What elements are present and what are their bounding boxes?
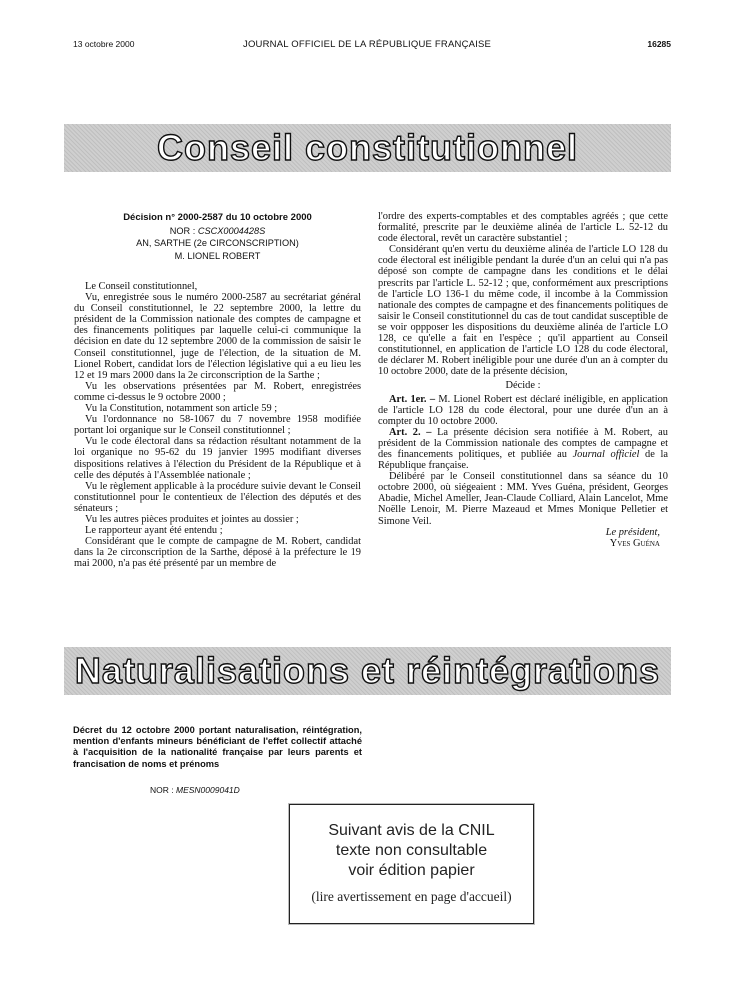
paragraph-delibere: Délibéré par le Conseil constitutionnel dans sa séance du 10 octobre 2000, où siégeaient : MM. Yves Guéna, président, Georges Abadie, Michel Ameller, Jean-Claude Colliard, Alain Lancelot, Mme Noëlle Lenoir, M. Pierre Mazeaud et Mmes Monique Pelletier et Simone Veil. [378,471,668,527]
signature-name: Yves Guéna [609,537,660,549]
page-number: 16285 [647,39,671,49]
paragraph: Vu le règlement applicable à la procédure suivie devant le Conseil constitutionnel pour le contentieux de l'élection des députés et des sénateurs ; [74,480,361,514]
decret-title: Décret du 12 octobre 2000 portant naturalisation, réintégration, mention d'enfants mineurs bénéficiant de l'effet collectif attaché à l'acquisition de la nationalité française par leurs parents et francisation de noms et prénoms [73,725,362,769]
paragraph: Le Conseil constitutionnel, [85,281,198,292]
cnil-line-4: (lire avertissement en page d'accueil) [311,889,512,904]
article-2-label: Art. 2. – [389,426,432,438]
paragraph: Vu, enregistrée sous le numéro 2000-2587 au secrétariat général du Conseil constitutionnel, le 22 septembre 2000, la lettre du président de la Commission nationale des comptes de campagne et des financements politiques par laquelle celui-ci communique la décision en date du 12 septembre 2000 de la commission de saisir le Conseil constitutionnel, juge de l'élection, de la situation de M. Lionel Robert, candidat lors de l'élection législative qui a eu lieu les 12 et 19 mars 2000 dans la 2e circonscription de la Sarthe ; [74,292,361,381]
article-1: Art. 1er. – M. Lionel Robert est déclaré inéligible, en application de l'article LO 128 du code électoral, pour une durée d'un an à compter du 10 octobre 2000. [378,393,668,427]
paragraph: Vu le code électoral dans sa rédaction résultant notamment de la loi organique no 95-62 du 19 janvier 1995 modifiant diverses dispositions relatives à l'élection du Président de la République et à celle des députés à l'Assemblée nationale ; [74,436,361,481]
paragraph: Vu les autres pièces produites et jointes au dossier ; [85,513,299,525]
section-banner-conseil [64,124,671,172]
section-banner-naturalisations [64,647,671,695]
decision-person: M. LIONEL ROBERT [174,250,261,261]
page-header [73,39,671,51]
paragraph: Vu les observations présentées par M. Robert, enregistrées comme ci-dessus le 9 octobre 2000 ; [74,380,361,403]
article-2: Art. 2. – La présente décision sera notifiée à M. Robert, au président de la Commission nationale des comptes de campagne et des financements politiques, et publiée au Journal officiel de la République française. [378,426,668,472]
paragraph: Vu la Constitution, notamment son article 59 ; [85,403,278,415]
decision-column-right [378,211,668,549]
nor-code: CSCX0004428S [197,225,266,236]
cnil-line-2: texte non consultable [335,842,488,859]
header-date: 13 octobre 2000 [73,39,135,49]
nor-code: MESN0009041D [176,785,240,795]
decision-title: Décision n° 2000-2587 du 10 octobre 2000 [123,212,312,223]
signature-title: Le président, [605,526,660,538]
decret-nor: NOR : MESN0009041D [150,785,240,795]
journal-title: JOURNAL OFFICIEL DE LA RÉPUBLIQUE FRANÇAISE [243,39,492,50]
decision-circonscription: AN, SARTHE (2e CIRCONSCRIPTION) [136,238,299,248]
paragraph: Vu l'ordonnance no 58-1067 du 7 novembre 1958 modifiée portant loi organique sur le Conseil constitutionnel ; [74,414,361,437]
section-title: Conseil constitutionnel [156,127,578,168]
section-title: Naturalisations et réintégrations [74,650,661,691]
paragraph: Considérant que le compte de campagne de M. Robert, candidat dans la 2e circonscription de la Sarthe, déposé à la préfecture le 19 mai 2000, n'a pas été présenté par un membre de [74,536,361,570]
decision-nor: NOR : CSCX0004428S [169,225,266,236]
paragraph: Le rapporteur ayant été entendu ; [85,525,223,537]
cnil-line-3: voir édition papier [348,862,475,879]
article-1-label: Art. 1er. – [389,393,436,405]
cnil-line-1: Suivant avis de la CNIL [328,822,495,839]
cnil-notice-box [289,804,534,924]
decision-column-left [74,281,361,569]
decide-heading: Décide : [505,380,541,392]
journal-officiel-ref: Journal officiel [572,448,640,460]
paragraph: l'ordre des experts-comptables et des comptables agréés ; que cette formalité, prescrite par le deuxième alinéa de l'article L. 52-12 du code électoral, revêt un caractère substantiel ; [378,211,668,245]
paragraph: Considérant qu'en vertu du deuxième alinéa de l'article LO 128 du code électoral est inéligible pendant la durée d'un an celui qui n'a pas déposé son compte de campagne dans les conditions et le délai prescrits par l'article L. 52-12 ; que, conformément aux prescriptions de l'article LO 136-1 du même code, il incombe à la Commission nationale des comptes de campagne et des financements politiques de saisir le Conseil constitutionnel du cas de tout candidat susceptible de se voir oppposer les dispositions du deuxième alinéa de l'article LO 128, ce qu'elle a fait en l'espèce ; qu'il appartient au Conseil constitutionnel, en application de l'article LO 128 du code électoral, de déclarer M. Robert inéligible pour une durée d'un an à compter du 10 octobre 2000, date de la présente décision, [378,244,668,378]
decision-heading [74,212,361,262]
